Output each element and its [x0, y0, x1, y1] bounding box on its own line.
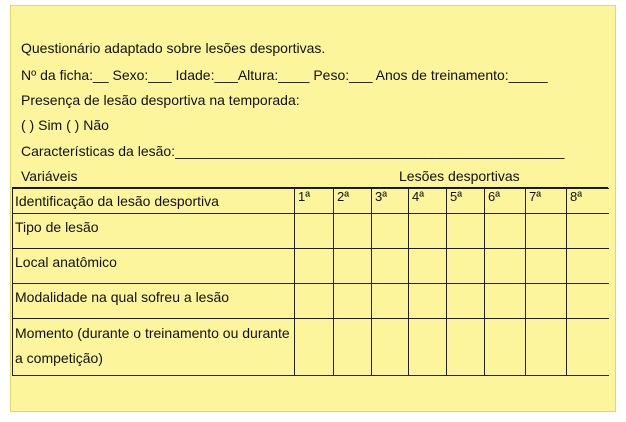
row-label: Tipo de lesão: [13, 214, 295, 249]
presence-question: Presença de lesão desportiva na temporada:: [21, 92, 300, 108]
table-cell[interactable]: [485, 284, 526, 319]
column-header: 4ª: [409, 189, 447, 214]
table-cell[interactable]: [567, 284, 609, 319]
row-label: Modalidade na qual sofreu a lesão: [13, 284, 295, 319]
table-cell[interactable]: [567, 214, 609, 249]
table-cell[interactable]: [372, 214, 409, 249]
column-header: 3ª: [372, 189, 409, 214]
identification-line: Nº da ficha:__ Sexo:___ Idade:___Altura:____ Peso:___ Anos de treinamento:_____: [21, 67, 548, 83]
lesion-table: [12, 188, 609, 376]
column-header: 8ª: [567, 189, 609, 214]
table-cell[interactable]: [485, 319, 526, 376]
table-row: [13, 214, 609, 249]
table-cell[interactable]: [295, 214, 334, 249]
table-cell[interactable]: [295, 284, 334, 319]
table-cell[interactable]: [295, 319, 334, 376]
table-cell[interactable]: [447, 249, 485, 284]
table-row: [13, 319, 609, 376]
row-label: Momento (durante o treinamento ou durante a competição): [13, 319, 295, 376]
table-cell[interactable]: [526, 319, 567, 376]
table-cell[interactable]: [334, 214, 372, 249]
table-header-row: [13, 189, 609, 214]
table-cell[interactable]: [334, 284, 372, 319]
table-cell[interactable]: [447, 284, 485, 319]
table-cell[interactable]: [447, 214, 485, 249]
table-cell[interactable]: [409, 319, 447, 376]
table-cell[interactable]: [447, 319, 485, 376]
table-cell[interactable]: [485, 249, 526, 284]
table-cell[interactable]: [567, 319, 609, 376]
table-row: [13, 249, 609, 284]
table-cell[interactable]: [409, 249, 447, 284]
table-cell[interactable]: [485, 214, 526, 249]
lesions-label: Lesões desportivas: [399, 168, 520, 184]
table-cell[interactable]: [526, 214, 567, 249]
row-label: Local anatômico: [13, 249, 295, 284]
table-row: [13, 284, 609, 319]
table-cell[interactable]: [409, 214, 447, 249]
header-label: Identificação da lesão desportiva: [13, 189, 295, 214]
column-header: 2ª: [334, 189, 372, 214]
yes-no-options: ( ) Sim ( ) Não: [21, 117, 109, 133]
table-cell[interactable]: [334, 319, 372, 376]
variables-label: Variáveis: [21, 168, 78, 184]
table-cell[interactable]: [526, 284, 567, 319]
characteristics-line: Características da lesão:__________________________________________________: [21, 143, 565, 159]
column-header: 5ª: [447, 189, 485, 214]
column-header: 6ª: [485, 189, 526, 214]
table-cell[interactable]: [567, 249, 609, 284]
table-cell[interactable]: [526, 249, 567, 284]
table-cell[interactable]: [334, 249, 372, 284]
column-header: 7ª: [526, 189, 567, 214]
form-title: Questionário adaptado sobre lesões desportivas.: [21, 40, 326, 56]
table-cell[interactable]: [372, 249, 409, 284]
table-cell[interactable]: [295, 249, 334, 284]
table-cell[interactable]: [372, 284, 409, 319]
table-cell[interactable]: [372, 319, 409, 376]
column-header: 1ª: [295, 189, 334, 214]
table-cell[interactable]: [409, 284, 447, 319]
